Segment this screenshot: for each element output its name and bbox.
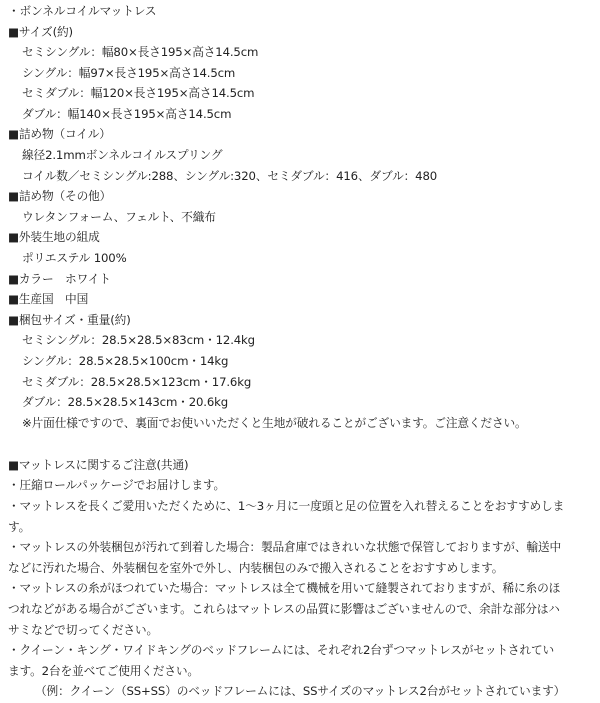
fabric-text: ポリエステル 100% xyxy=(22,250,127,265)
package-double: ダブル：28.5×28.5×143cm・20.6kg xyxy=(22,395,229,410)
product-type-line: ・ボンネルコイルマットレス xyxy=(8,3,157,18)
origin-line: ■生産国 中国 xyxy=(8,292,89,307)
filling-other-text: ウレタンフォーム、フェルト、不織布 xyxy=(22,209,216,224)
package-semi-double: セミダブル：28.5×28.5×123cm・17.6kg xyxy=(22,374,252,389)
fabric-heading: ■外装生地の組成 xyxy=(8,230,100,245)
single-side-note: ※片面仕様ですので、裏面でお使いいただくと生地が破れることがございます。ご注意ください。 xyxy=(22,415,527,430)
coil-count-text: コイル数／セミシングル:288、シングル:320、セミダブル：416、ダブル：480 xyxy=(22,168,438,183)
caution-rotate-1: ・マットレスを長くご愛用いただくために、1～3ヶ月に一度頭と足の位置を入れ替えることをおすすめしま xyxy=(8,499,565,514)
caution-frame-1: ・クイーン・キング・ワイドキングのベッドフレームには、それぞれ2台ずつマットレスがセットされてい xyxy=(8,643,555,658)
size-single: シングル：幅97×長さ195×高さ14.5cm xyxy=(22,65,236,80)
filling-coil-heading: ■詰め物（コイル） xyxy=(8,127,111,142)
color-line: ■カラー ホワイト xyxy=(8,271,111,286)
caution-rotate-2: す。 xyxy=(8,519,31,534)
size-semi-single: セミシングル：幅80×長さ195×高さ14.5cm xyxy=(22,45,259,60)
caution-dirty-1: ・マットレスの外装梱包が汚れて到着した場合：製品倉庫ではきれいな状態で保管しておりますが、輸送中 xyxy=(8,540,561,555)
coil-wire-text: 線径2.1mmボンネルコイルスプリング xyxy=(22,148,223,163)
package-single: シングル：28.5×28.5×100cm・14kg xyxy=(22,353,229,368)
caution-thread-3: サミなどで切ってください。 xyxy=(8,622,158,637)
caution-thread-2: つれなどがある場合がございます。これらはマットレスの品質に影響はございませんので、余計な部分はハ xyxy=(8,601,560,616)
size-heading: ■サイズ(約) xyxy=(8,24,73,39)
package-semi-single: セミシングル：28.5×28.5×83cm・12.4kg xyxy=(22,333,255,348)
package-heading: ■梱包サイズ・重量(約) xyxy=(8,312,131,327)
caution-frame-example: （例：クイーン（SS+SS）のベッドフレームには、SSサイズのマットレス2台がセットされています） xyxy=(35,684,566,699)
caution-frame-2: ます。2台を並べてご使用ください。 xyxy=(8,663,199,678)
size-semi-double: セミダブル：幅120×長さ195×高さ14.5cm xyxy=(22,86,255,101)
filling-other-heading: ■詰め物（その他） xyxy=(8,189,112,204)
caution-thread-1: ・マットレスの糸がほつれていた場合：マットレスは全て機械を用いて縫製されておりますが、稀に糸のほ xyxy=(8,581,561,596)
caution-compressed: ・圧縮ロールパッケージでお届けします。 xyxy=(8,478,225,493)
caution-dirty-2: などに汚れた場合、外装梱包を室外で外し、内装梱包のみで搬入されることをおすすめします。 xyxy=(8,560,504,575)
size-double: ダブル：幅140×長さ195×高さ14.5cm xyxy=(22,106,232,121)
caution-heading: ■マットレスに関するご注意(共通) xyxy=(8,457,189,472)
